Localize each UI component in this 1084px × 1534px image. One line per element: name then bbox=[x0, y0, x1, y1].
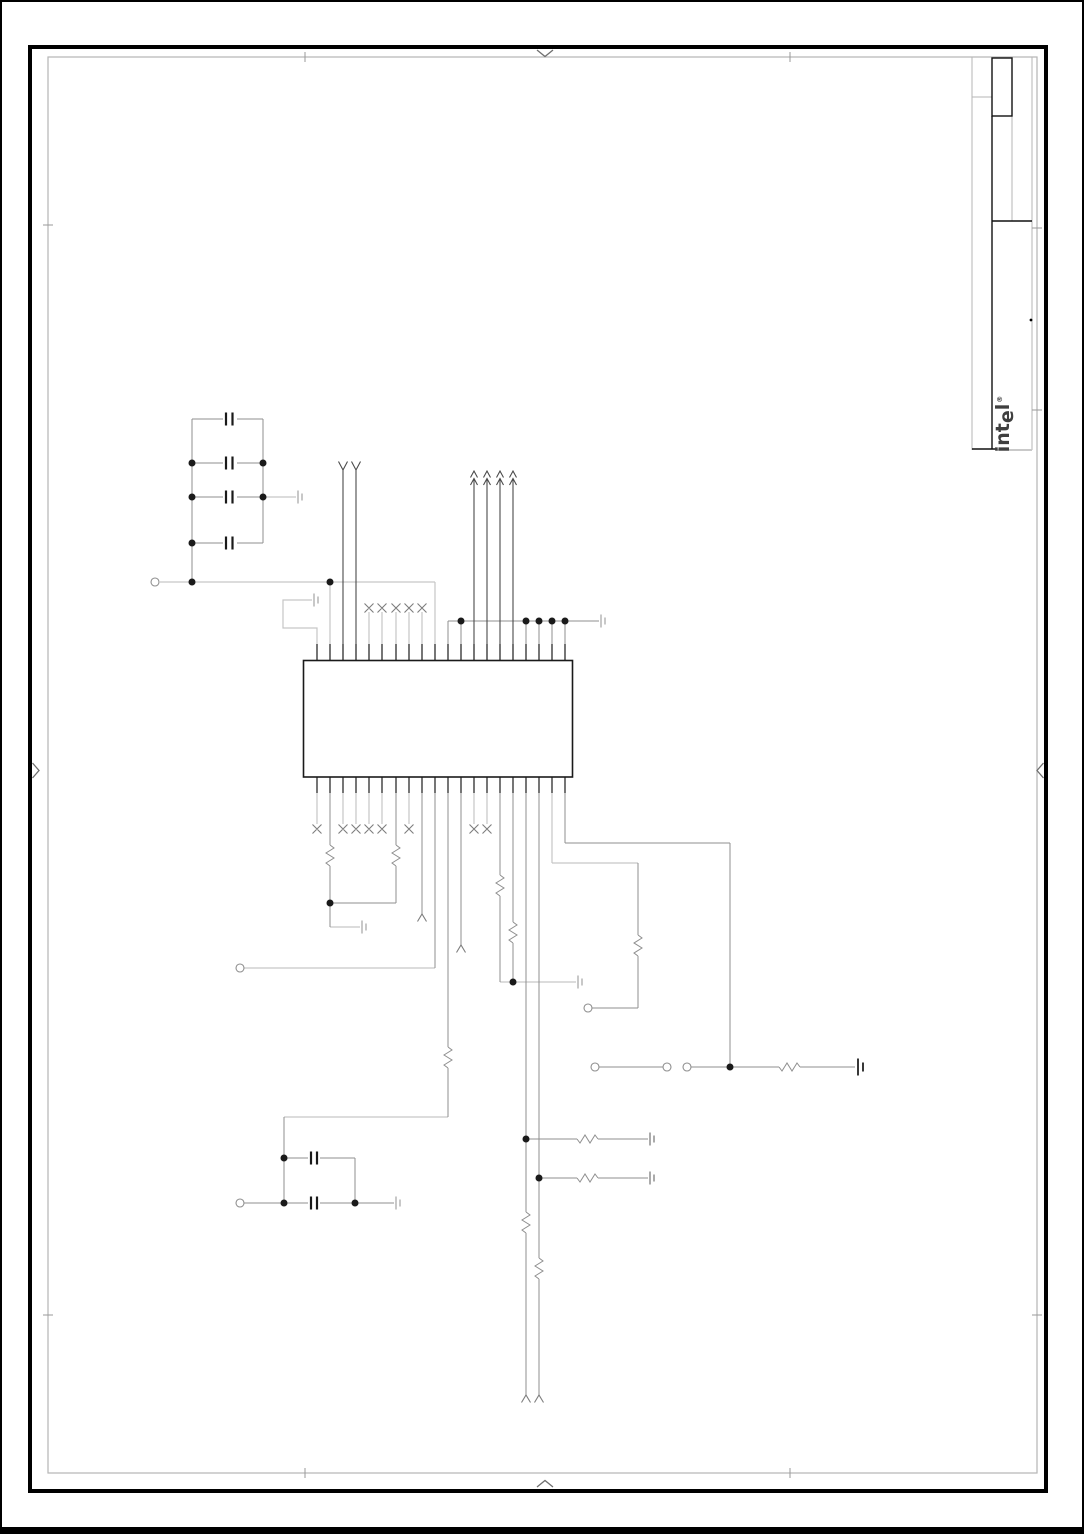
title-block bbox=[972, 57, 1042, 452]
resistors-horizontal bbox=[577, 1063, 800, 1182]
ground-icon-dark bbox=[858, 1059, 863, 1076]
offpage-arrow-down-icons bbox=[418, 914, 544, 1403]
fold-mark-right-icon bbox=[1037, 763, 1044, 778]
wires-light bbox=[160, 497, 638, 1117]
ground-icons-light bbox=[298, 491, 605, 1210]
ic-chip bbox=[304, 661, 573, 778]
no-connect-marks-bottom bbox=[313, 825, 492, 834]
offpage-arrow-up-icons bbox=[339, 462, 361, 471]
ic-bottom-pins bbox=[317, 777, 565, 793]
ic-top-pins bbox=[317, 644, 565, 660]
ground-icons-medium bbox=[650, 1133, 654, 1185]
fold-mark-top-icon bbox=[537, 50, 553, 57]
title-block-box bbox=[992, 58, 1012, 116]
wires-medium bbox=[192, 419, 855, 1395]
fold-mark-bottom-icon bbox=[537, 1481, 553, 1488]
intel-logo bbox=[992, 396, 1018, 453]
intel-logo-text: intel® bbox=[992, 395, 1018, 453]
resistors-vertical bbox=[326, 845, 642, 1279]
filter-capacitors bbox=[311, 1152, 317, 1210]
fold-mark-left-icon bbox=[33, 763, 40, 778]
schematic-drawing bbox=[151, 413, 863, 1403]
no-connect-marks-top bbox=[365, 604, 427, 613]
bypass-capacitor-bank bbox=[226, 413, 233, 550]
offpage-arrow-up-double-icons bbox=[471, 471, 517, 485]
title-block-dot bbox=[1030, 319, 1033, 322]
